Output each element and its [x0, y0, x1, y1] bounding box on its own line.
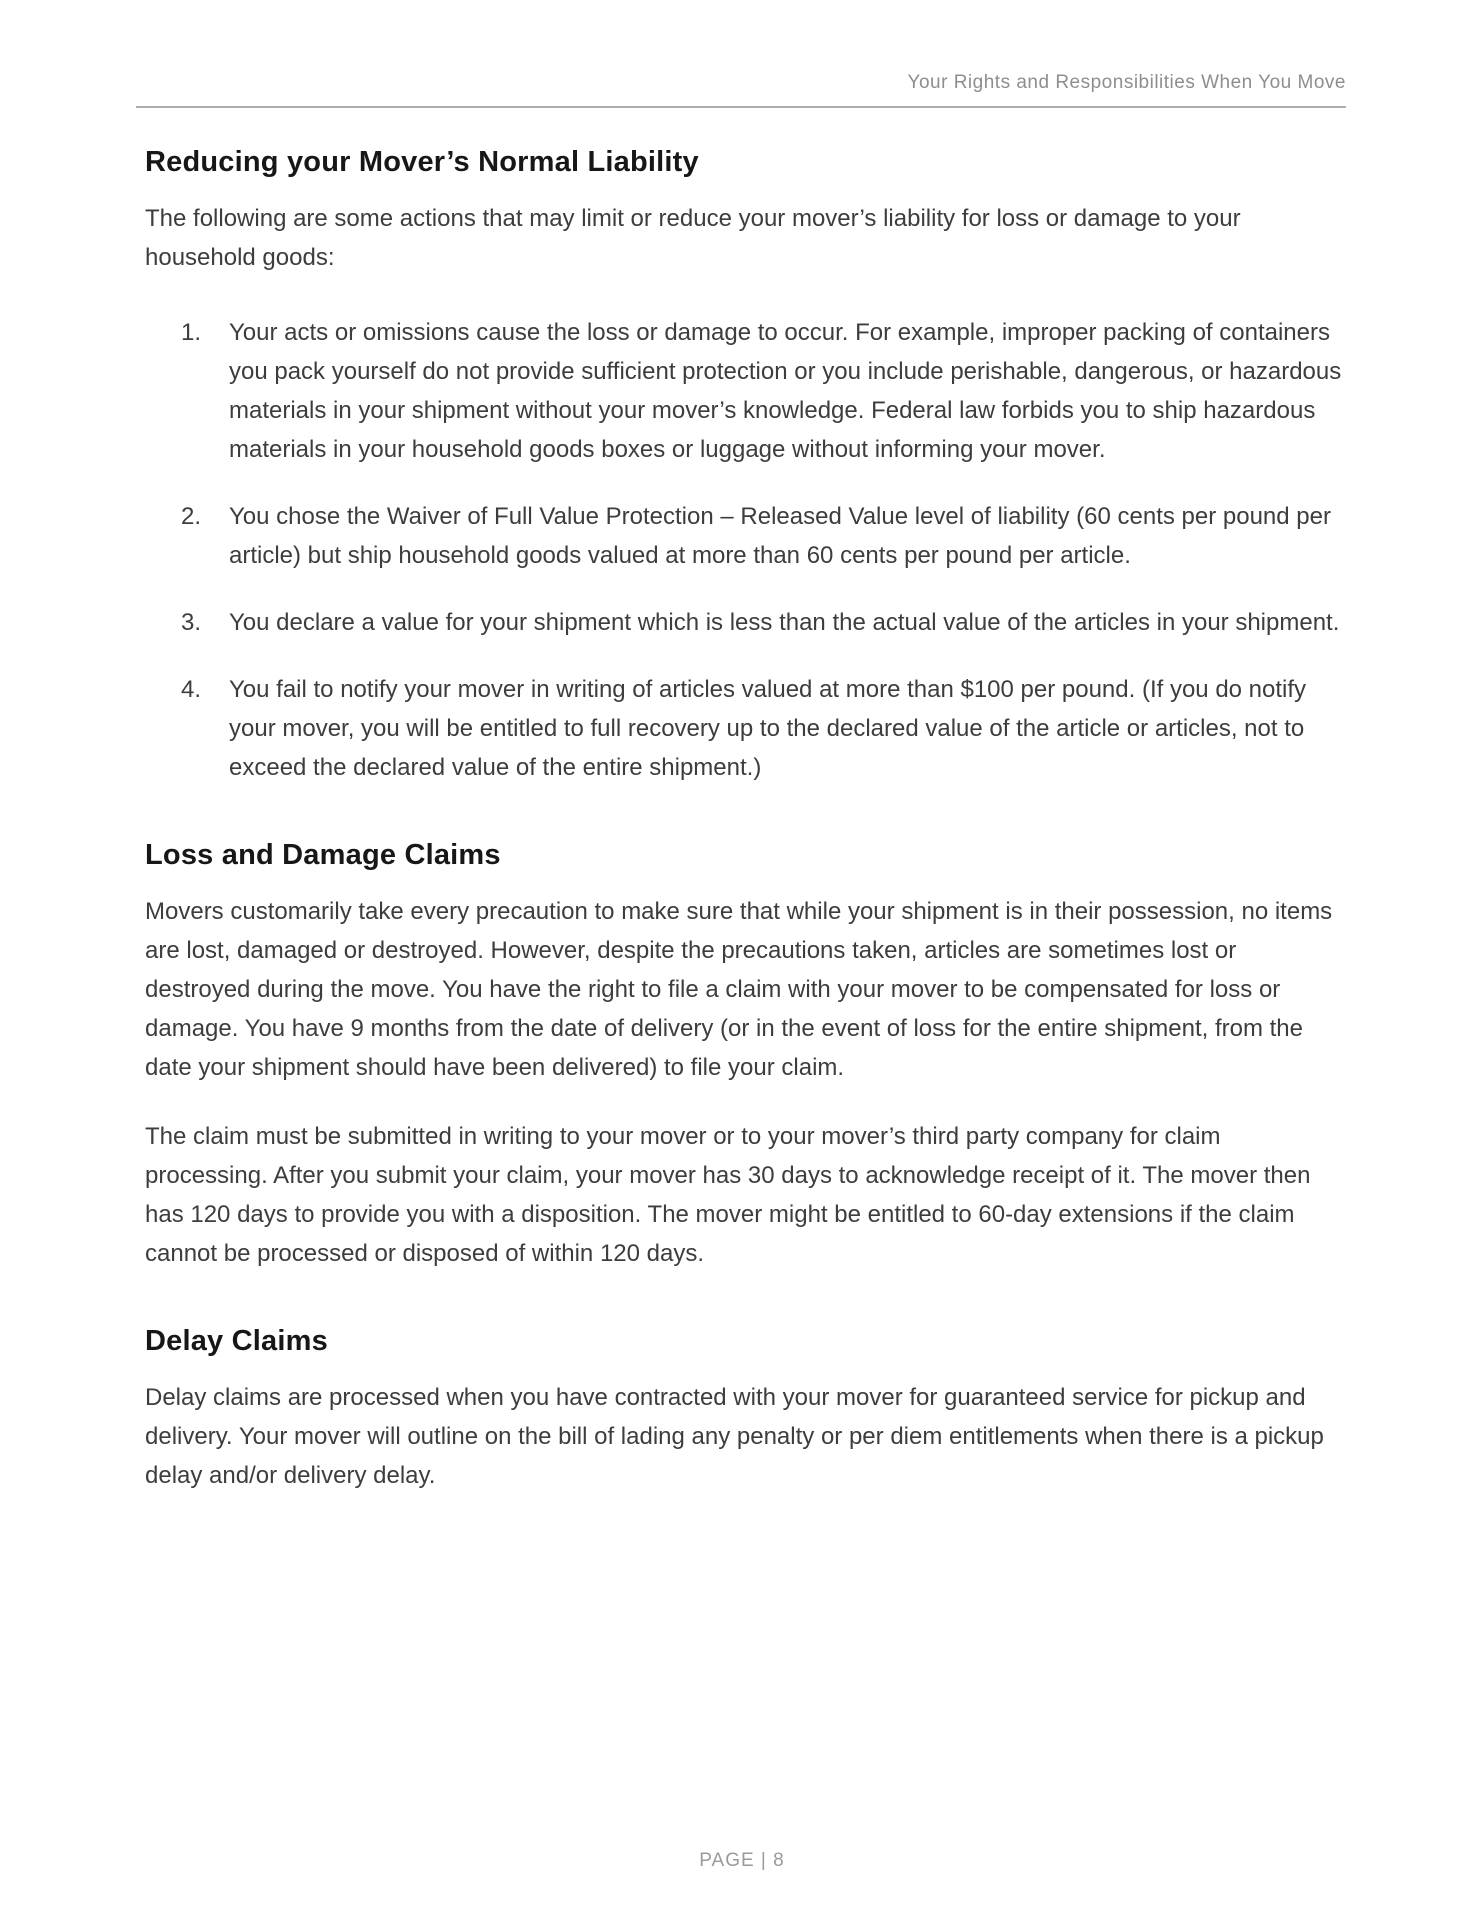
- list-item-number: 2.: [181, 503, 202, 530]
- paragraph-loss-damage-1: Movers customarily take every precaution to make sure that while your shipment is in their possession, no items are lost, damaged or destroyed. However, despite the precautions taken, articles are sometimes lost or destroyed during the move. You have the right to file a claim with your mover to be compensated for loss or damage. You have 9 months from the date of delivery (or in the event of loss for the entire shipment, from the date your shipment should have been delivered) to file your claim.: [145, 898, 1333, 1081]
- list-item: [145, 603, 1347, 642]
- page-footer-page-number: PAGE | 8: [699, 1850, 785, 1871]
- paragraph-delay-claims: Delay claims are processed when you have contracted with your mover for guaranteed service for pickup and delivery. Your mover will outline on the bill of lading any penalty or per diem entitlements when there is a pickup delay and/or delivery delay.: [145, 1384, 1324, 1489]
- list-item-number: 4.: [181, 676, 202, 703]
- list-item-text: You fail to notify your mover in writing of articles valued at more than $100 per pound. (If you do notify your mover, you will be entitled to full recovery up to the declared value of the article or articles, not to exceed the declared value of the entire shipment.): [229, 676, 1307, 781]
- list-item: [145, 313, 1347, 469]
- section-heading-loss-damage-claims: Loss and Damage Claims: [145, 839, 501, 871]
- list-item-text: You declare a value for your shipment which is less than the actual value of the articles in your shipment.: [229, 609, 1340, 636]
- list-item: [145, 670, 1347, 787]
- page-content: [145, 146, 1347, 1525]
- page-header-title: Your Rights and Responsibilities When You Move: [907, 72, 1346, 93]
- numbered-list: [145, 313, 1347, 787]
- header-rule: [136, 106, 1346, 108]
- section-heading-delay-claims: Delay Claims: [145, 1325, 328, 1357]
- list-item-number: 1.: [181, 319, 202, 346]
- paragraph-intro: The following are some actions that may limit or reduce your mover’s liability for loss or damage to your household goods:: [145, 205, 1241, 271]
- list-item-text: You chose the Waiver of Full Value Protection – Released Value level of liability (60 cents per pound per article) but ship household goods valued at more than 60 cents per pound per article.: [229, 503, 1331, 569]
- section-heading-reducing-liability: Reducing your Mover’s Normal Liability: [145, 146, 699, 178]
- list-item-number: 3.: [181, 609, 202, 636]
- paragraph-loss-damage-2: The claim must be submitted in writing to your mover or to your mover’s third party company for claim processing. After you submit your claim, your mover has 30 days to acknowledge receipt of it. The mover then has 120 days to provide you with a disposition. The mover might be entitled to 60-day extensions if the claim cannot be processed or disposed of within 120 days.: [145, 1123, 1311, 1267]
- list-item: [145, 497, 1347, 575]
- list-item-text: Your acts or omissions cause the loss or damage to occur. For example, improper packing of containers you pack yourself do not provide sufficient protection or you include perishable, dangerous, or hazardous materials in your shipment without your mover’s knowledge. Federal law forbids you to ship hazardous materials in your household goods boxes or luggage without informing your mover.: [229, 319, 1342, 463]
